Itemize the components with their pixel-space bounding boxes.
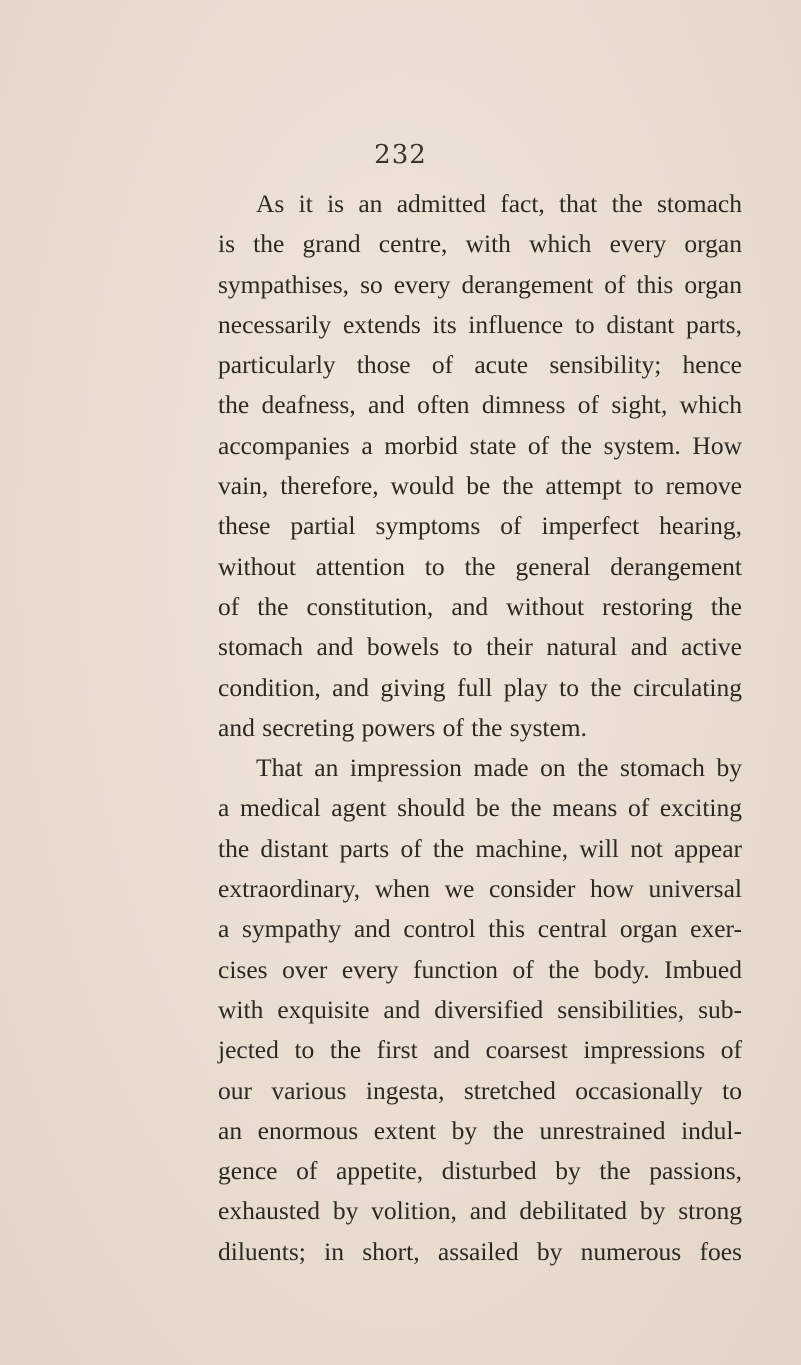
text-line: these partial symptoms of imperfect hearing, xyxy=(218,511,742,541)
text-line: with exquisite and diversified sensibilities, sub- xyxy=(218,994,742,1024)
text-line: of the constitution, and without restoring the xyxy=(218,591,742,621)
text-line: That an impression made on the stomach by xyxy=(256,753,742,783)
text-line: extraordinary, when we consider how universal xyxy=(218,874,742,904)
text-line: gence of appetite, disturbed by the passions, xyxy=(218,1156,742,1186)
text-line: sympathises, so every derangement of this organ xyxy=(218,269,742,299)
text-line: the distant parts of the machine, will not appear xyxy=(218,833,742,863)
text-line: is the grand centre, with which every organ xyxy=(218,229,742,259)
text-line: cises over every function of the body. Imbued xyxy=(218,954,742,984)
page-number: 232 xyxy=(374,140,427,170)
text-line: vain, therefore, would be the attempt to remove xyxy=(218,471,742,501)
text-line: condition, and giving full play to the circulating xyxy=(218,672,742,702)
text-line: an enormous extent by the unrestrained indul- xyxy=(218,1115,742,1145)
text-line: accompanies a morbid state of the system. How xyxy=(218,430,742,460)
text-line: stomach and bowels to their natural and active xyxy=(218,632,742,662)
text-line: As it is an admitted fact, that the stomach xyxy=(256,189,742,218)
text-line: exhausted by volition, and debilitated by strong xyxy=(218,1196,742,1226)
text-line: and secreting powers of the system. xyxy=(218,712,587,742)
text-line: a medical agent should be the means of exciting xyxy=(218,793,742,823)
text-line: necessarily extends its influence to distant parts, xyxy=(218,309,742,339)
text-line: diluents; in short, assailed by numerous foes xyxy=(218,1236,742,1266)
body-text xyxy=(218,184,742,1272)
text-line: a sympathy and control this central organ exer- xyxy=(218,914,742,944)
text-line: the deafness, and often dimness of sight, which xyxy=(218,390,742,420)
text-line: without attention to the general derangement xyxy=(218,551,742,581)
text-line: our various ingesta, stretched occasionally to xyxy=(218,1075,742,1105)
text-line: particularly those of acute sensibility; hence xyxy=(218,350,742,380)
text-line: jected to the first and coarsest impressions of xyxy=(218,1035,742,1065)
